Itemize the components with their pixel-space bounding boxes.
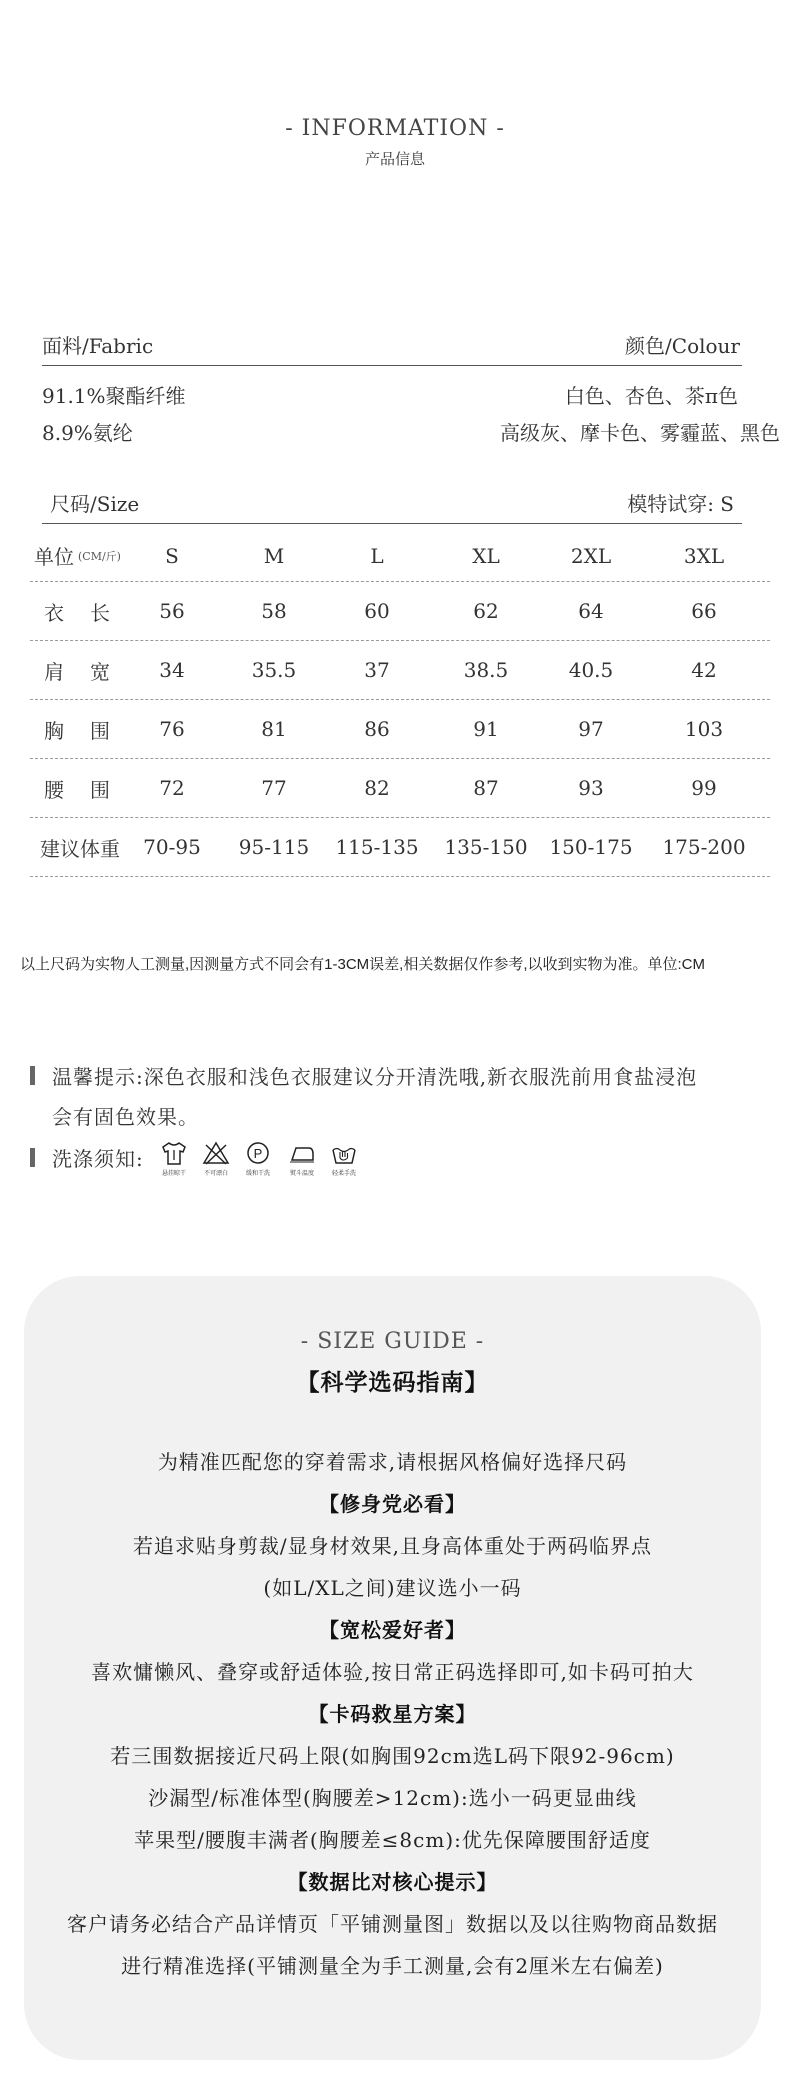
size-guide-title: - SIZE GUIDE - — [300, 1329, 485, 1354]
care-label: 不可漂白 — [203, 1171, 228, 1177]
section-title-data-tips: 【数据比对核心提示】 — [287, 1870, 498, 1894]
table-cell: 60 — [364, 599, 390, 623]
table-cell: 135-150 — [444, 835, 528, 859]
row-label: 建议体重 — [40, 836, 120, 861]
measurement-note: 以上尺码为实物人工测量,因测量方式不同会有1-3CM误差,相关数据仅作参考,以收到实物为准。单位:CM — [20, 956, 706, 973]
size-header-3xl: 3XL — [683, 543, 725, 568]
size-guide-intro: 为精准匹配您的穿着需求,请根据风格偏好选择尺码 — [157, 1450, 628, 1474]
information-subtitle: 产品信息 — [364, 150, 425, 168]
no-bleach-icon — [198, 1140, 234, 1180]
hang-dry-icon — [156, 1140, 192, 1180]
table-cell: 86 — [364, 717, 390, 741]
section-title-between-sizes: 【卡码救星方案】 — [308, 1702, 477, 1726]
colour-line-2: 高级灰、摩卡色、雾霾蓝、黑色 — [500, 421, 780, 445]
table-row-waist — [30, 759, 770, 818]
fabric-line-1: 91.1%聚酯纤维 — [42, 384, 186, 408]
warm-tip-line-1: 温馨提示:深色衣服和浅色衣服建议分开清洗哦,新衣服洗前用食盐浸泡 — [52, 1065, 698, 1089]
care-label: 悬挂晾干 — [161, 1171, 186, 1177]
fabric-label: 面料/Fabric — [42, 334, 154, 358]
table-cell: 150-175 — [549, 835, 633, 859]
size-label: 尺码/Size — [50, 492, 140, 516]
size-table — [30, 530, 770, 877]
colour-line-1: 白色、杏色、茶π色 — [564, 384, 738, 408]
table-cell: 175-200 — [662, 835, 746, 859]
gentle-dry-clean-icon — [240, 1140, 276, 1180]
section-slim-line-2: (如L/XL之间)建议选小一码 — [263, 1576, 522, 1600]
row-label: 胸围 — [44, 718, 136, 743]
table-row-shoulder — [30, 641, 770, 700]
table-cell: 81 — [261, 717, 287, 741]
table-cell: 70-95 — [143, 835, 201, 859]
table-cell: 34 — [159, 658, 185, 682]
model-size: 模特试穿: S — [627, 492, 734, 516]
table-cell: 58 — [261, 599, 287, 623]
table-cell: 77 — [261, 776, 287, 800]
table-cell: 103 — [684, 717, 724, 741]
section-title-slim: 【修身党必看】 — [319, 1492, 466, 1516]
table-row-bust — [30, 700, 770, 759]
table-cell: 93 — [578, 776, 604, 800]
table-cell: 62 — [473, 599, 499, 623]
low-iron-icon — [284, 1140, 320, 1180]
hand-wash-icon — [326, 1140, 362, 1180]
tip-bar — [30, 1148, 35, 1167]
care-label: 轻柔手洗 — [331, 1171, 356, 1177]
table-cell: 42 — [691, 658, 717, 682]
table-cell: 115-135 — [335, 835, 419, 859]
fabric-line-2: 8.9%氨纶 — [42, 421, 133, 445]
section-data-line-2: 进行精准选择(平铺测量全为手工测量,会有2厘米左右偏差) — [121, 1954, 664, 1978]
svg-text:P: P — [253, 1146, 263, 1161]
table-cell: 91 — [473, 717, 499, 741]
section-data-line-1: 客户请务必结合产品详情页「平铺测量图」数据以及以往购物商品数据 — [67, 1912, 718, 1936]
size-guide-card — [24, 1276, 761, 2060]
table-cell: 56 — [159, 599, 185, 623]
fabric-divider — [42, 365, 742, 366]
size-table-header — [30, 530, 770, 582]
information-title: - INFORMATION - — [285, 116, 505, 141]
size-header-2xl: 2XL — [570, 543, 612, 568]
unit-cell — [30, 530, 134, 581]
table-row-weight — [30, 818, 770, 877]
care-label: 熨斗温度 — [289, 1171, 314, 1177]
table-row-length — [30, 582, 770, 641]
warm-tip-line-2: 会有固色效果。 — [52, 1105, 199, 1129]
wash-label: 洗涤须知: — [52, 1147, 144, 1171]
table-cell: 82 — [364, 776, 390, 800]
table-cell: 64 — [578, 599, 604, 623]
size-divider — [42, 523, 742, 524]
unit-label: 单位 — [34, 545, 74, 569]
size-header-l: L — [370, 543, 384, 568]
table-cell: 38.5 — [463, 658, 509, 682]
section-title-loose: 【宽松爱好者】 — [319, 1618, 466, 1642]
row-label: 肩宽 — [44, 659, 136, 684]
section-between-line-2: 沙漏型/标准体型(胸腰差>12cm):选小一码更显曲线 — [148, 1786, 637, 1810]
table-cell: 95-115 — [238, 835, 310, 859]
table-cell: 35.5 — [251, 658, 297, 682]
table-cell: 72 — [159, 776, 185, 800]
tip-bar — [30, 1066, 35, 1085]
size-guide-heading: 【科学选码指南】 — [296, 1369, 489, 1396]
section-loose-line-1: 喜欢慵懒风、叠穿或舒适体验,按日常正码选择即可,如卡码可拍大 — [91, 1660, 694, 1684]
table-cell: 87 — [473, 776, 499, 800]
table-cell: 97 — [578, 717, 604, 741]
table-cell: 40.5 — [568, 658, 614, 682]
section-between-line-1: 若三围数据接近尺码上限(如胸围92cm选L码下限92-96cm) — [110, 1744, 675, 1768]
table-cell: 76 — [159, 717, 185, 741]
table-cell: 99 — [691, 776, 717, 800]
table-cell: 66 — [691, 599, 717, 623]
care-label: 缓和干洗 — [245, 1171, 270, 1177]
row-label: 腰围 — [44, 777, 136, 802]
size-header-xl: XL — [472, 543, 500, 568]
size-header-m: M — [263, 543, 285, 568]
colour-label: 颜色/Colour — [625, 334, 740, 358]
row-label: 衣长 — [44, 600, 136, 625]
size-header-s: S — [165, 543, 179, 568]
section-between-line-3: 苹果型/腰腹丰满者(胸腰差≤8cm):优先保障腰围舒适度 — [134, 1828, 651, 1852]
table-cell: 37 — [364, 658, 390, 682]
unit-note: (CM/斤) — [78, 549, 121, 563]
section-slim-line-1: 若追求贴身剪裁/显身材效果,且身高体重处于两码临界点 — [132, 1534, 653, 1558]
